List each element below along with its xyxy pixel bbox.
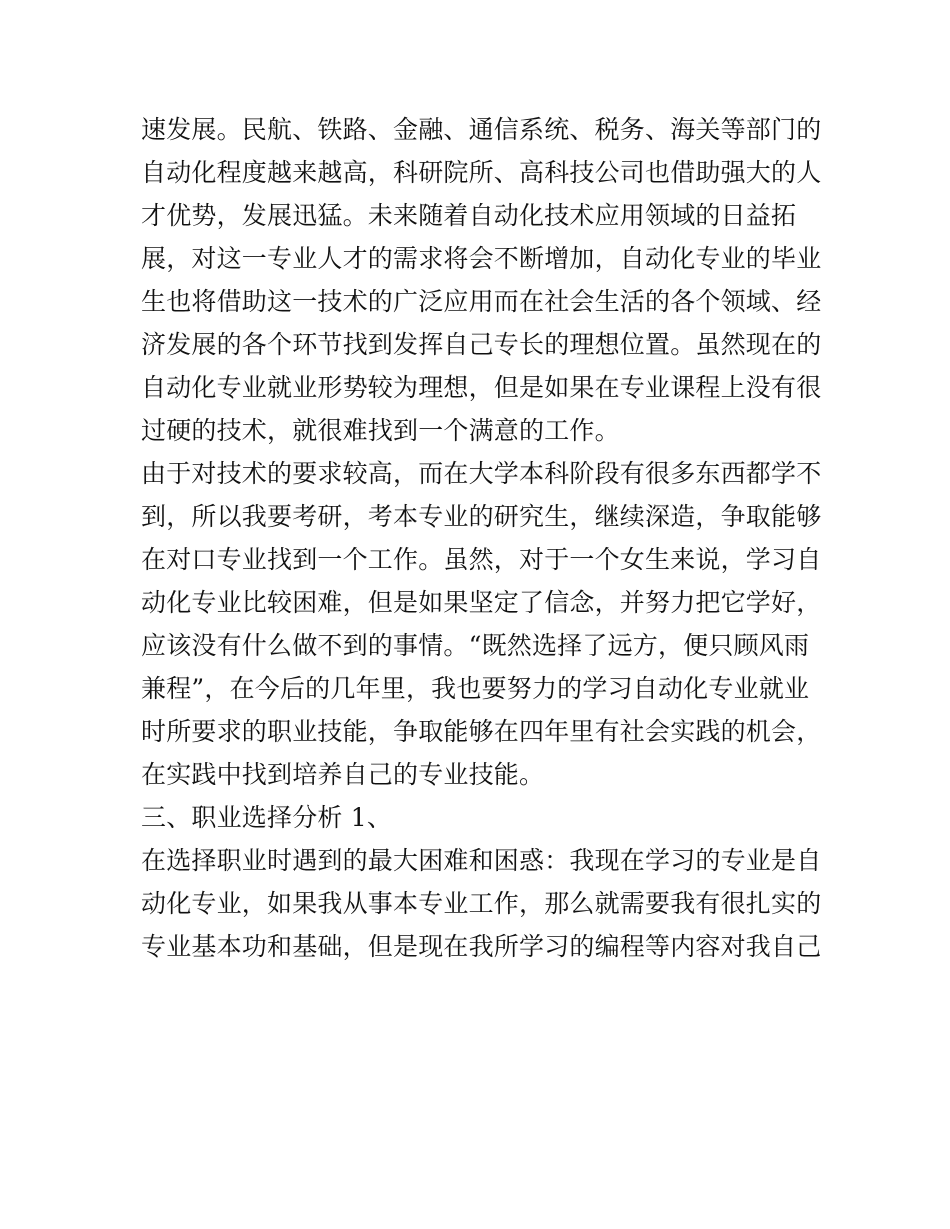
text-line: 在实践中找到培养自己的专业技能。 — [141, 760, 545, 789]
text-line: 时所要求的职业技能，争取能够在四年里有社会实践的机会， — [141, 717, 822, 746]
text-line: 生也将借助这一技术的广泛应用而在社会生活的各个领域、经 — [141, 287, 822, 316]
text-line: 应该没有什么做不到的事情。“既然选择了远方，便只顾风雨 — [141, 631, 810, 660]
text-line: 自动化专业就业形势较为理想，但是如果在专业课程上没有很 — [141, 373, 822, 402]
text-line: 在选择职业时遇到的最大困难和困惑：我现在学习的专业是自 — [141, 846, 822, 875]
text-line: 在对口专业找到一个工作。虽然，对于一个女生来说，学习自 — [141, 545, 822, 574]
body-text — [141, 108, 821, 968]
text-line: 动化专业，如果我从事本专业工作，那么就需要我有很扎实的 — [141, 889, 822, 918]
text-line: 到，所以我要考研，考本专业的研究生，继续深造，争取能够 — [141, 502, 822, 531]
section-heading: 三、职业选择分析 1、 — [141, 803, 393, 832]
text-line: 速发展。民航、铁路、金融、通信系统、税务、海关等部门的 — [141, 115, 822, 144]
text-line: 动化专业比较困难，但是如果坚定了信念，并努力把它学好， — [141, 588, 822, 617]
text-line: 专业基本功和基础，但是现在我所学习的编程等内容对我自己 — [141, 932, 822, 961]
text-line: 展，对这一专业人才的需求将会不断增加，自动化专业的毕业 — [141, 244, 822, 273]
text-line: 济发展的各个环节找到发挥自己专长的理想位置。虽然现在的 — [141, 330, 822, 359]
text-line: 过硬的技术，就很难找到一个满意的工作。 — [141, 416, 620, 445]
text-line: 才优势，发展迅猛。未来随着自动化技术应用领域的日益拓 — [141, 201, 797, 230]
text-line: 自动化程度越来越高，科研院所、高科技公司也借助强大的人 — [141, 158, 822, 187]
text-line: 由于对技术的要求较高，而在大学本科阶段有很多东西都学不 — [141, 459, 822, 488]
text-line: 兼程”，在今后的几年里，我也要努力的学习自动化专业就业 — [141, 674, 810, 703]
